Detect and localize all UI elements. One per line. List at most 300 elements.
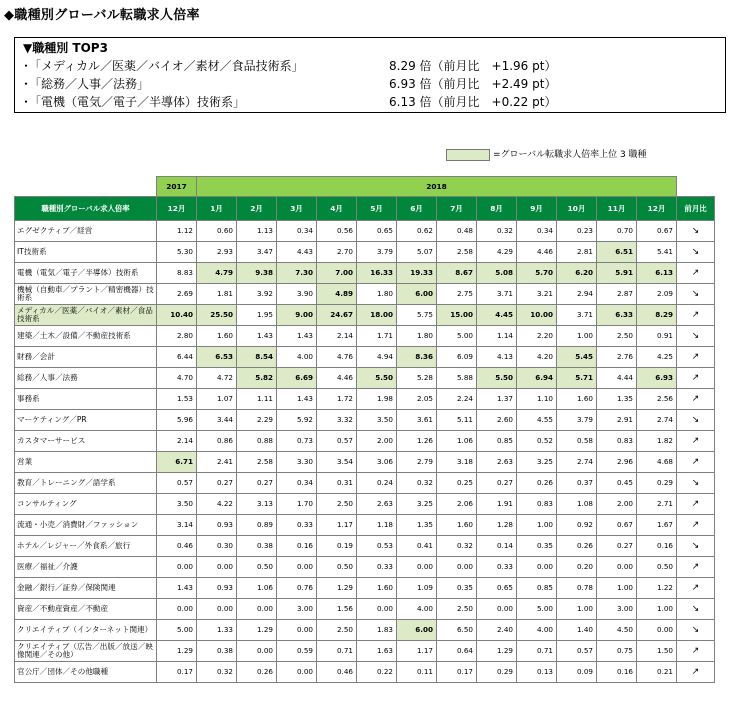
value-cell: 7.30 (277, 263, 317, 284)
value-cell: 0.23 (557, 221, 597, 242)
value-cell: 2.00 (357, 431, 397, 452)
table-row (15, 599, 715, 620)
table-row (15, 284, 715, 305)
value-cell: 3.44 (197, 410, 237, 431)
value-cell: 0.00 (237, 641, 277, 662)
value-cell: 1.43 (277, 326, 317, 347)
trend-up-icon: ↗ (677, 578, 715, 599)
value-cell: 3.90 (277, 284, 317, 305)
value-cell: 1.29 (237, 620, 277, 641)
value-cell: 5.30 (157, 242, 197, 263)
column-header-month: 6月 (397, 197, 437, 221)
value-cell: 1.95 (237, 305, 277, 326)
row-label: 教育／トレーニング／語学系 (15, 473, 157, 494)
value-cell: 0.70 (597, 221, 637, 242)
value-cell: 3.92 (237, 284, 277, 305)
value-cell: 0.29 (477, 662, 517, 683)
value-cell: 25.50 (197, 305, 237, 326)
value-cell: 0.57 (317, 431, 357, 452)
value-cell: 0.45 (597, 473, 637, 494)
trend-up-icon: ↗ (677, 515, 715, 536)
value-cell: 0.64 (437, 641, 477, 662)
value-cell: 6.00 (397, 620, 437, 641)
value-cell: 0.50 (637, 557, 677, 578)
trend-down-icon: ↘ (677, 473, 715, 494)
value-cell: 4.13 (477, 347, 517, 368)
value-cell: 4.46 (517, 242, 557, 263)
value-cell: 5.92 (277, 410, 317, 431)
value-cell: 0.91 (637, 326, 677, 347)
value-cell: 1.70 (277, 494, 317, 515)
value-cell: 0.00 (277, 620, 317, 641)
column-header-month: 12月 (157, 197, 197, 221)
value-cell: 1.11 (237, 389, 277, 410)
value-cell: 0.62 (397, 221, 437, 242)
value-cell: 1.80 (357, 284, 397, 305)
value-cell: 2.74 (557, 452, 597, 473)
value-cell: 2.50 (317, 494, 357, 515)
value-cell: 5.50 (357, 368, 397, 389)
value-cell: 3.79 (357, 242, 397, 263)
trend-up-icon: ↗ (677, 389, 715, 410)
year-header-blank (15, 177, 157, 197)
value-cell: 4.72 (197, 368, 237, 389)
trend-up-icon: ↗ (677, 347, 715, 368)
value-cell: 1.14 (477, 326, 517, 347)
value-cell: 1.12 (157, 221, 197, 242)
value-cell: 9.38 (237, 263, 277, 284)
value-cell: 1.00 (637, 599, 677, 620)
value-cell: 0.00 (637, 620, 677, 641)
summary-row-value: 6.13 倍（前月比 +0.22 pt） (389, 95, 557, 109)
value-cell: 0.32 (477, 221, 517, 242)
value-cell: 1.98 (357, 389, 397, 410)
value-cell: 1.56 (317, 599, 357, 620)
value-cell: 0.26 (517, 473, 557, 494)
column-header-month: 9月 (517, 197, 557, 221)
value-cell: 0.78 (557, 578, 597, 599)
column-header-month: 11月 (597, 197, 637, 221)
value-cell: 1.26 (397, 431, 437, 452)
year-header-row (15, 177, 715, 197)
value-cell: 0.85 (477, 431, 517, 452)
value-cell: 0.89 (237, 515, 277, 536)
trend-up-icon: ↗ (677, 662, 715, 683)
value-cell: 2.93 (197, 242, 237, 263)
table-row (15, 347, 715, 368)
value-cell: 5.41 (637, 242, 677, 263)
value-cell: 0.33 (477, 557, 517, 578)
value-cell: 4.89 (317, 284, 357, 305)
value-cell: 0.25 (437, 473, 477, 494)
value-cell: 0.59 (277, 641, 317, 662)
trend-up-icon: ↗ (677, 263, 715, 284)
table-body (15, 221, 715, 683)
value-cell: 1.00 (557, 326, 597, 347)
value-cell: 6.69 (277, 368, 317, 389)
value-cell: 0.00 (477, 599, 517, 620)
value-cell: 2.76 (597, 347, 637, 368)
value-cell: 4.68 (637, 452, 677, 473)
value-cell: 0.27 (237, 473, 277, 494)
top3-summary-box (14, 37, 726, 113)
row-label: 金融／銀行／証券／保険関連 (15, 578, 157, 599)
column-header-month: 7月 (437, 197, 477, 221)
value-cell: 8.54 (237, 347, 277, 368)
trend-down-icon: ↘ (677, 599, 715, 620)
value-cell: 3.14 (157, 515, 197, 536)
value-cell: 1.07 (197, 389, 237, 410)
value-cell: 2.63 (357, 494, 397, 515)
value-cell: 0.73 (277, 431, 317, 452)
value-cell: 2.79 (397, 452, 437, 473)
value-cell: 0.37 (557, 473, 597, 494)
table-row (15, 326, 715, 347)
value-cell: 2.09 (637, 284, 677, 305)
table-row (15, 305, 715, 326)
value-cell: 0.71 (317, 641, 357, 662)
value-cell: 2.69 (157, 284, 197, 305)
row-label: 医療／福祉／介護 (15, 557, 157, 578)
value-cell: 0.29 (637, 473, 677, 494)
value-cell: 4.43 (277, 242, 317, 263)
value-cell: 0.00 (157, 599, 197, 620)
table-row (15, 515, 715, 536)
value-cell: 0.58 (557, 431, 597, 452)
value-cell: 4.00 (517, 620, 557, 641)
column-header-month: 2月 (237, 197, 277, 221)
trend-down-icon: ↘ (677, 242, 715, 263)
value-cell: 0.16 (637, 536, 677, 557)
value-cell: 1.29 (157, 641, 197, 662)
value-cell: 4.55 (517, 410, 557, 431)
trend-down-icon: ↘ (677, 326, 715, 347)
value-cell: 1.43 (237, 326, 277, 347)
value-cell: 0.67 (637, 221, 677, 242)
table-row (15, 620, 715, 641)
value-cell: 3.30 (277, 452, 317, 473)
value-cell: 1.00 (597, 578, 637, 599)
value-cell: 1.17 (317, 515, 357, 536)
value-cell: 0.00 (277, 557, 317, 578)
row-label: 流通・小売／消費財／ファッション (15, 515, 157, 536)
column-header-month: 12月 (637, 197, 677, 221)
value-cell: 3.54 (317, 452, 357, 473)
column-header-month: 10月 (557, 197, 597, 221)
value-cell: 6.51 (597, 242, 637, 263)
value-cell: 2.81 (557, 242, 597, 263)
row-label: マーケティング／PR (15, 410, 157, 431)
value-cell: 0.35 (437, 578, 477, 599)
value-cell: 8.29 (637, 305, 677, 326)
value-cell: 0.46 (317, 662, 357, 683)
table-row (15, 452, 715, 473)
value-cell: 1.00 (517, 515, 557, 536)
value-cell: 3.47 (237, 242, 277, 263)
value-cell: 1.29 (317, 578, 357, 599)
value-cell: 0.16 (277, 536, 317, 557)
value-cell: 3.18 (437, 452, 477, 473)
summary-row (23, 74, 725, 92)
value-cell: 2.75 (437, 284, 477, 305)
value-cell: 6.00 (397, 284, 437, 305)
summary-row-label: ･「総務／人事／法務」 (23, 77, 150, 91)
value-cell: 5.11 (437, 410, 477, 431)
value-cell: 2.14 (317, 326, 357, 347)
value-cell: 3.25 (517, 452, 557, 473)
table-row (15, 578, 715, 599)
row-label: コンサルティング (15, 494, 157, 515)
value-cell: 5.07 (397, 242, 437, 263)
value-cell: 0.67 (597, 515, 637, 536)
value-cell: 1.80 (397, 326, 437, 347)
value-cell: 6.44 (157, 347, 197, 368)
value-cell: 0.14 (477, 536, 517, 557)
value-cell: 0.13 (517, 662, 557, 683)
column-header-category: 職種別グローバル求人倍率 (15, 197, 157, 221)
value-cell: 1.60 (357, 578, 397, 599)
value-cell: 5.75 (397, 305, 437, 326)
value-cell: 0.38 (237, 536, 277, 557)
value-cell: 1.81 (197, 284, 237, 305)
value-cell: 10.40 (157, 305, 197, 326)
value-cell: 3.50 (357, 410, 397, 431)
value-cell: 1.71 (357, 326, 397, 347)
value-cell: 0.57 (557, 641, 597, 662)
value-cell: 3.13 (237, 494, 277, 515)
row-label: 建築／土木／設備／不動産技術系 (15, 326, 157, 347)
value-cell: 2.71 (637, 494, 677, 515)
value-cell: 0.65 (357, 221, 397, 242)
summary-row-label: ･「メディカル／医薬／バイオ／素材／食品技術系」 (23, 59, 304, 73)
value-cell: 2.74 (637, 410, 677, 431)
value-cell: 0.00 (197, 599, 237, 620)
value-cell: 6.13 (637, 263, 677, 284)
value-cell: 0.86 (197, 431, 237, 452)
row-label: エグゼクティブ／経営 (15, 221, 157, 242)
value-cell: 0.88 (237, 431, 277, 452)
value-cell: 5.88 (437, 368, 477, 389)
value-cell: 0.50 (317, 557, 357, 578)
table-row (15, 662, 715, 683)
value-cell: 0.21 (637, 662, 677, 683)
value-cell: 6.33 (597, 305, 637, 326)
table-row (15, 431, 715, 452)
value-cell: 4.20 (517, 347, 557, 368)
value-cell: 2.40 (477, 620, 517, 641)
value-cell: 24.67 (317, 305, 357, 326)
value-cell: 0.00 (197, 557, 237, 578)
value-cell: 10.00 (517, 305, 557, 326)
value-cell: 0.17 (157, 662, 197, 683)
value-cell: 3.71 (477, 284, 517, 305)
value-cell: 3.79 (557, 410, 597, 431)
value-cell: 7.00 (317, 263, 357, 284)
value-cell: 3.71 (557, 305, 597, 326)
value-cell: 0.60 (197, 221, 237, 242)
row-label: 官公庁／団体／その他職種 (15, 662, 157, 683)
value-cell: 4.50 (597, 620, 637, 641)
value-cell: 1.83 (357, 620, 397, 641)
value-cell: 1.91 (477, 494, 517, 515)
value-cell: 16.33 (357, 263, 397, 284)
trend-up-icon: ↗ (677, 431, 715, 452)
value-cell: 5.96 (157, 410, 197, 431)
value-cell: 0.22 (357, 662, 397, 683)
trend-up-icon: ↗ (677, 368, 715, 389)
summary-row-label: ･「電機（電気／電子／半導体）技術系」 (23, 95, 246, 109)
value-cell: 0.85 (517, 578, 557, 599)
value-cell: 2.29 (237, 410, 277, 431)
value-cell: 0.31 (317, 473, 357, 494)
row-label: 営業 (15, 452, 157, 473)
value-cell: 2.14 (157, 431, 197, 452)
value-cell: 1.60 (437, 515, 477, 536)
value-cell: 1.18 (357, 515, 397, 536)
table-row (15, 557, 715, 578)
value-cell: 6.93 (637, 368, 677, 389)
column-header-month: 5月 (357, 197, 397, 221)
value-cell: 2.56 (637, 389, 677, 410)
value-cell: 2.58 (437, 242, 477, 263)
value-cell: 2.24 (437, 389, 477, 410)
column-header-month: 4月 (317, 197, 357, 221)
trend-up-icon: ↗ (677, 494, 715, 515)
value-cell: 5.45 (557, 347, 597, 368)
value-cell: 0.41 (397, 536, 437, 557)
trend-down-icon: ↘ (677, 620, 715, 641)
value-cell: 6.71 (157, 452, 197, 473)
value-cell: 0.00 (237, 599, 277, 620)
table-row (15, 368, 715, 389)
value-cell: 5.00 (437, 326, 477, 347)
value-cell: 3.25 (397, 494, 437, 515)
value-cell: 3.61 (397, 410, 437, 431)
summary-row-value: 6.93 倍（前月比 +2.49 pt） (389, 77, 557, 91)
value-cell: 4.29 (477, 242, 517, 263)
summary-row (23, 92, 725, 110)
row-label: 総務／人事／法務 (15, 368, 157, 389)
value-cell: 3.06 (357, 452, 397, 473)
value-cell: 0.27 (197, 473, 237, 494)
summary-row (23, 56, 725, 74)
value-cell: 2.80 (157, 326, 197, 347)
value-cell: 4.45 (477, 305, 517, 326)
trend-up-icon: ↗ (677, 557, 715, 578)
summary-row-value: 8.29 倍（前月比 +1.96 pt） (389, 59, 557, 73)
value-cell: 4.00 (397, 599, 437, 620)
value-cell: 0.00 (277, 662, 317, 683)
value-cell: 0.38 (197, 641, 237, 662)
value-cell: 1.63 (357, 641, 397, 662)
value-cell: 0.53 (357, 536, 397, 557)
value-cell: 4.94 (357, 347, 397, 368)
value-cell: 0.33 (357, 557, 397, 578)
trend-down-icon: ↘ (677, 536, 715, 557)
trend-up-icon: ↗ (677, 452, 715, 473)
row-label: 電機（電気／電子／半導体）技術系 (15, 263, 157, 284)
value-cell: 0.20 (557, 557, 597, 578)
value-cell: 2.63 (477, 452, 517, 473)
value-cell: 8.67 (437, 263, 477, 284)
value-cell: 1.09 (397, 578, 437, 599)
value-cell: 0.56 (317, 221, 357, 242)
value-cell: 5.91 (597, 263, 637, 284)
value-cell: 1.37 (477, 389, 517, 410)
value-cell: 15.00 (437, 305, 477, 326)
value-cell: 0.24 (357, 473, 397, 494)
value-cell: 0.33 (277, 515, 317, 536)
value-cell: 5.08 (477, 263, 517, 284)
ratio-table (14, 176, 715, 683)
value-cell: 6.20 (557, 263, 597, 284)
column-header-change: 前月比 (677, 197, 715, 221)
value-cell: 0.26 (237, 662, 277, 683)
column-header-month: 8月 (477, 197, 517, 221)
value-cell: 0.11 (397, 662, 437, 683)
value-cell: 2.06 (437, 494, 477, 515)
value-cell: 1.35 (397, 515, 437, 536)
page-title: ◆職種別グローバル転職求人倍率 (4, 8, 200, 23)
value-cell: 0.32 (397, 473, 437, 494)
value-cell: 0.93 (197, 515, 237, 536)
value-cell: 1.28 (477, 515, 517, 536)
trend-up-icon: ↗ (677, 641, 715, 662)
value-cell: 4.25 (637, 347, 677, 368)
row-label: IT技術系 (15, 242, 157, 263)
value-cell: 2.87 (597, 284, 637, 305)
value-cell: 18.00 (357, 305, 397, 326)
value-cell: 3.00 (277, 599, 317, 620)
value-cell: 4.70 (157, 368, 197, 389)
value-cell: 1.72 (317, 389, 357, 410)
column-header-month: 3月 (277, 197, 317, 221)
value-cell: 9.00 (277, 305, 317, 326)
value-cell: 2.50 (317, 620, 357, 641)
value-cell: 2.70 (317, 242, 357, 263)
value-cell: 0.26 (557, 536, 597, 557)
row-label: 資産／不動産資産／不動産 (15, 599, 157, 620)
row-label: 機械（自動車／プラント／精密機器）技術系 (15, 284, 157, 305)
column-header-month: 1月 (197, 197, 237, 221)
table-row (15, 221, 715, 242)
value-cell: 2.58 (237, 452, 277, 473)
value-cell: 0.34 (277, 221, 317, 242)
value-cell: 2.20 (517, 326, 557, 347)
value-cell: 0.00 (157, 557, 197, 578)
value-cell: 5.28 (397, 368, 437, 389)
trend-up-icon: ↗ (677, 305, 715, 326)
summary-heading: ▼職種別 TOP3 (23, 41, 108, 55)
value-cell: 0.76 (277, 578, 317, 599)
value-cell: 8.83 (157, 263, 197, 284)
table-row (15, 410, 715, 431)
value-cell: 0.30 (197, 536, 237, 557)
year-header-2018: 2018 (197, 177, 677, 197)
row-label: 事務系 (15, 389, 157, 410)
value-cell: 6.94 (517, 368, 557, 389)
value-cell: 6.53 (197, 347, 237, 368)
row-label: 財務／会計 (15, 347, 157, 368)
table-row (15, 494, 715, 515)
value-cell: 1.67 (637, 515, 677, 536)
value-cell: 0.57 (157, 473, 197, 494)
value-cell: 2.05 (397, 389, 437, 410)
value-cell: 3.21 (517, 284, 557, 305)
legend-swatch (446, 149, 490, 161)
trend-down-icon: ↘ (677, 410, 715, 431)
value-cell: 1.43 (157, 578, 197, 599)
